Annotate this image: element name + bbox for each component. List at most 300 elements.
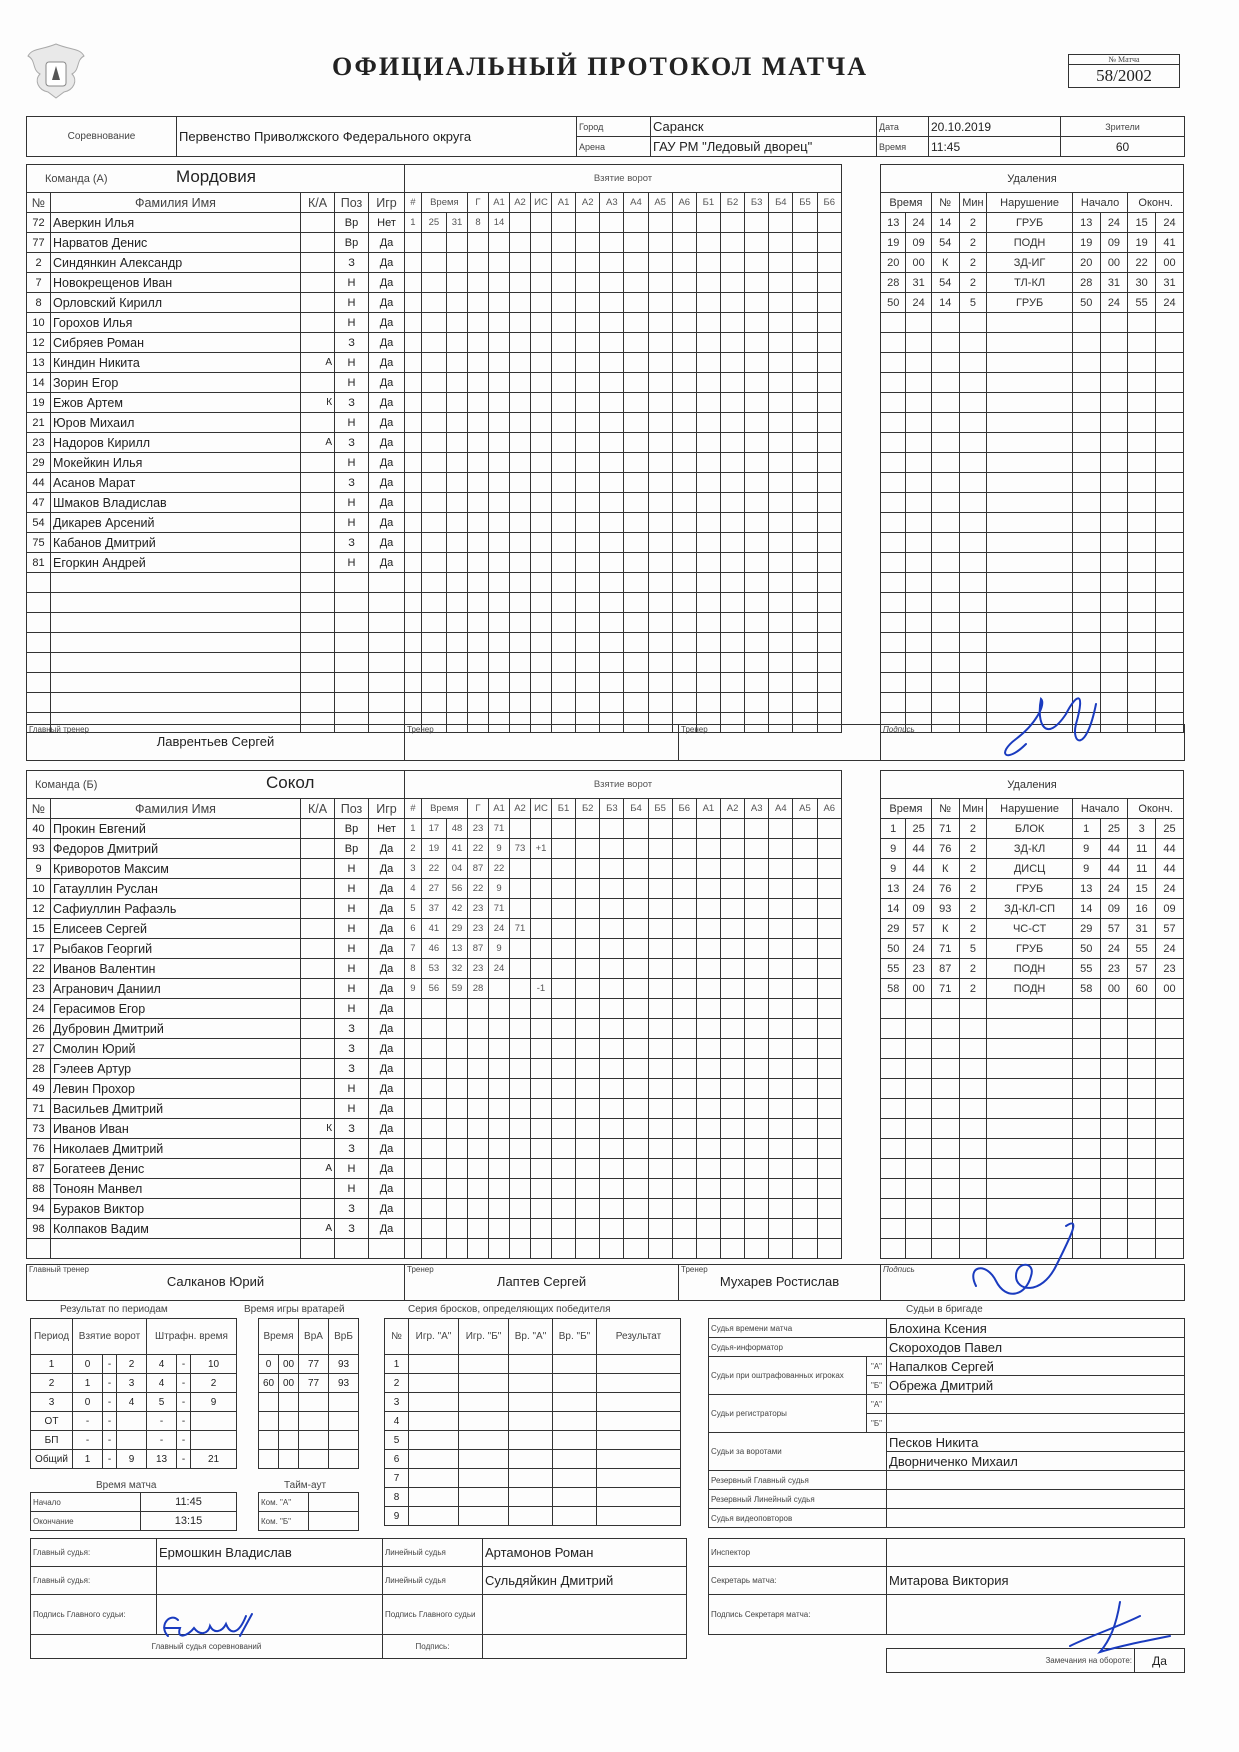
timekeeper-label: Судья времени матча	[709, 1319, 887, 1338]
on-ice-cell	[769, 939, 793, 959]
on-ice-cell	[769, 253, 793, 273]
on-ice-cell	[817, 253, 841, 273]
on-ice-cell	[624, 353, 648, 373]
main-ref-1: Ермошкин Владислав	[157, 1539, 383, 1567]
pen-second: 00	[906, 253, 931, 273]
empty-cell	[531, 433, 552, 453]
goal-col-on-ice: А5	[793, 799, 817, 819]
roster-col-ka: К/А	[301, 193, 335, 213]
period-name: ОТ	[31, 1412, 73, 1431]
empty-cell	[1156, 593, 1184, 613]
empty-cell	[987, 513, 1073, 533]
on-ice-cell	[793, 1219, 817, 1239]
on-ice-cell	[600, 1059, 624, 1079]
on-ice-cell	[793, 939, 817, 959]
pen-violation: ДИСЦ	[987, 859, 1073, 879]
on-ice-cell	[696, 433, 720, 453]
on-ice-cell	[696, 653, 720, 673]
on-ice-cell	[817, 533, 841, 553]
on-ice-cell	[745, 253, 769, 273]
empty-cell	[510, 433, 531, 453]
empty-cell	[531, 653, 552, 673]
empty-cell	[531, 1059, 552, 1079]
empty-cell	[531, 999, 552, 1019]
penalty-row	[881, 273, 1184, 293]
on-ice-cell	[696, 213, 720, 233]
pen-player: 87	[931, 959, 959, 979]
on-ice-cell	[817, 1099, 841, 1119]
goal-minute: 37	[421, 899, 446, 919]
empty-cell	[421, 653, 446, 673]
empty-cell	[959, 393, 987, 413]
empty-cell	[468, 593, 489, 613]
empty-cell	[489, 493, 510, 513]
penalties-header: Удаления	[881, 165, 1184, 193]
on-ice-cell	[817, 353, 841, 373]
empty-cell	[906, 1179, 931, 1199]
on-ice-cell	[624, 1079, 648, 1099]
on-ice-cell	[648, 1099, 672, 1119]
player-number: 93	[27, 839, 51, 859]
team-a-head-coach-label: Главный тренер	[29, 725, 89, 734]
on-ice-cell	[672, 1099, 696, 1119]
penalty-row	[881, 413, 1184, 433]
pen-start-min: 28	[1072, 273, 1100, 293]
period-goals-b	[117, 1412, 147, 1431]
player-name: Нарватов Денис	[51, 233, 301, 253]
empty-cell	[531, 633, 552, 653]
on-ice-cell	[696, 999, 720, 1019]
shootout-row	[385, 1412, 681, 1431]
pen-second: 31	[906, 273, 931, 293]
on-ice-cell	[600, 859, 624, 879]
pen-minutes: 5	[959, 939, 987, 959]
empty-cell	[489, 673, 510, 693]
on-ice-cell	[696, 1059, 720, 1079]
on-ice-cell	[648, 333, 672, 353]
goal-assist-2	[510, 879, 531, 899]
roster-row	[27, 373, 405, 393]
goal-row	[405, 1179, 842, 1199]
player-name: Аверкин Илья	[51, 213, 301, 233]
period-pim-b: 2	[191, 1374, 237, 1393]
empty-cell	[906, 1059, 931, 1079]
empty-cell	[468, 513, 489, 533]
goals-col-label: Взятие ворот	[73, 1319, 147, 1355]
player-number: 72	[27, 213, 51, 233]
empty-cell	[906, 1239, 931, 1259]
penbox-label: Судьи при оштрафованных игроках	[709, 1357, 867, 1395]
pen-col-time: Время	[881, 799, 932, 819]
goal-assist-2	[510, 859, 531, 879]
player-ka	[301, 473, 335, 493]
player-number: 26	[27, 1019, 51, 1039]
empty-cell	[447, 1019, 468, 1039]
empty-cell	[531, 1119, 552, 1139]
player-position: Вр	[335, 839, 369, 859]
empty-cell	[531, 1019, 552, 1039]
empty-cell	[987, 999, 1073, 1019]
on-ice-cell	[600, 839, 624, 859]
empty-cell	[468, 573, 489, 593]
on-ice-cell	[817, 839, 841, 859]
on-ice-cell	[769, 313, 793, 333]
goal-row	[405, 613, 842, 633]
empty-cell	[279, 1393, 299, 1412]
empty-cell	[409, 1374, 459, 1393]
goal-judge-1: Песков Никита	[887, 1433, 1185, 1452]
on-ice-cell	[648, 1179, 672, 1199]
on-ice-cell	[648, 1159, 672, 1179]
on-ice-cell	[672, 999, 696, 1019]
goal-col-on-ice: Б6	[817, 193, 841, 213]
empty-cell	[405, 253, 422, 273]
roster-row	[27, 959, 405, 979]
goal-row	[405, 433, 842, 453]
on-ice-cell	[745, 313, 769, 333]
dash: -	[177, 1355, 191, 1374]
empty-cell	[1156, 1059, 1184, 1079]
pen-start-min: 9	[1072, 859, 1100, 879]
on-ice-cell	[817, 433, 841, 453]
period-goals-b: 3	[117, 1374, 147, 1393]
player-position: З	[335, 1119, 369, 1139]
goalie-time-title: Время игры вратарей	[244, 1304, 345, 1315]
on-ice-cell	[624, 273, 648, 293]
on-ice-cell	[793, 919, 817, 939]
empty-cell	[335, 1239, 369, 1259]
roster-col-pos: Поз	[335, 193, 369, 213]
empty-cell	[409, 1355, 459, 1374]
empty-cell	[421, 233, 446, 253]
player-position: З	[335, 1059, 369, 1079]
empty-cell	[1072, 573, 1100, 593]
empty-cell	[1072, 1159, 1100, 1179]
dash: -	[103, 1450, 117, 1469]
empty-cell	[447, 453, 468, 473]
on-ice-cell	[672, 633, 696, 653]
player-plays: Да	[369, 1159, 405, 1179]
goal-number: 1	[405, 213, 422, 233]
empty-cell	[987, 553, 1073, 573]
empty-cell	[510, 553, 531, 573]
team-b-head-coach: Салканов Юрий	[166, 1274, 265, 1289]
empty-cell	[510, 393, 531, 413]
penalty-row	[881, 333, 1184, 353]
goal-assist-2: 71	[510, 919, 531, 939]
shootout-title: Серия бросков, определяющих победителя	[408, 1304, 611, 1315]
roster-row	[27, 313, 405, 333]
empty-cell	[531, 493, 552, 513]
empty-cell	[531, 293, 552, 313]
player-plays: Да	[369, 493, 405, 513]
empty-cell	[447, 533, 468, 553]
on-ice-cell	[552, 213, 576, 233]
on-ice-cell	[720, 1039, 744, 1059]
goal-row	[405, 533, 842, 553]
on-ice-cell	[696, 839, 720, 859]
player-number: 12	[27, 899, 51, 919]
empty-cell	[405, 1059, 422, 1079]
shootout-row	[385, 1355, 681, 1374]
empty-cell	[369, 1239, 405, 1259]
on-ice-cell	[769, 979, 793, 999]
player-position: З	[335, 533, 369, 553]
roster-row	[27, 633, 405, 653]
player-position: Вр	[335, 233, 369, 253]
empty-cell	[489, 273, 510, 293]
on-ice-cell	[552, 1179, 576, 1199]
on-ice-cell	[793, 313, 817, 333]
on-ice-cell	[720, 373, 744, 393]
on-ice-cell	[769, 1239, 793, 1259]
on-ice-cell	[600, 413, 624, 433]
on-ice-cell	[600, 633, 624, 653]
on-ice-cell	[672, 533, 696, 553]
player-name: Прокин Евгений	[51, 819, 301, 839]
empty-cell	[421, 673, 446, 693]
player-name: Ежов Артем	[51, 393, 301, 413]
on-ice-cell	[600, 1239, 624, 1259]
player-number: 2	[27, 253, 51, 273]
team-b-roster	[26, 770, 405, 1259]
empty-cell	[27, 633, 51, 653]
pen-player: К	[931, 253, 959, 273]
pen-start-min: 13	[1072, 213, 1100, 233]
empty-cell	[906, 1139, 931, 1159]
empty-cell	[906, 333, 931, 353]
on-ice-cell	[624, 939, 648, 959]
player-number: 71	[27, 1099, 51, 1119]
on-ice-cell	[696, 513, 720, 533]
on-ice-cell	[648, 1019, 672, 1039]
player-position: З	[335, 433, 369, 453]
empty-cell	[531, 313, 552, 333]
penalty-row	[881, 1179, 1184, 1199]
player-plays: Да	[369, 1059, 405, 1079]
empty-cell	[421, 533, 446, 553]
goal-assist-2	[510, 959, 531, 979]
empty-cell	[1156, 673, 1184, 693]
on-ice-cell	[745, 1119, 769, 1139]
team-a-roster	[26, 164, 405, 733]
on-ice-cell	[745, 533, 769, 553]
on-ice-cell	[672, 1159, 696, 1179]
empty-cell	[931, 1039, 959, 1059]
empty-cell	[597, 1507, 681, 1526]
empty-cell	[405, 1099, 422, 1119]
line-ref-label-1: Линейный судья	[383, 1539, 483, 1567]
empty-cell	[1156, 493, 1184, 513]
roster-col-play: Игр	[369, 799, 405, 819]
shootout-number: 5	[385, 1431, 409, 1450]
empty-cell	[1100, 1019, 1128, 1039]
on-ice-cell	[624, 653, 648, 673]
empty-cell	[489, 533, 510, 553]
empty-cell	[279, 1412, 299, 1431]
player-name: Рыбаков Георгий	[51, 939, 301, 959]
empty-cell	[51, 593, 301, 613]
empty-cell	[510, 533, 531, 553]
on-ice-cell	[817, 593, 841, 613]
penalty-row	[881, 433, 1184, 453]
on-ice-cell	[769, 1159, 793, 1179]
empty-cell	[959, 1119, 987, 1139]
on-ice-cell	[745, 573, 769, 593]
on-ice-cell	[745, 413, 769, 433]
empty-cell	[335, 613, 369, 633]
empty-cell	[906, 573, 931, 593]
empty-cell	[959, 493, 987, 513]
on-ice-cell	[696, 493, 720, 513]
on-ice-cell	[696, 593, 720, 613]
goal-row	[405, 413, 842, 433]
on-ice-cell	[793, 353, 817, 373]
period-pim-b: 9	[191, 1393, 237, 1412]
empty-cell	[1072, 1079, 1100, 1099]
empty-cell	[1156, 1199, 1184, 1219]
empty-cell	[597, 1488, 681, 1507]
pen-col-no: №	[931, 799, 959, 819]
empty-cell	[597, 1450, 681, 1469]
empty-cell	[409, 1412, 459, 1431]
empty-cell	[468, 1119, 489, 1139]
roster-col-ka: К/А	[301, 799, 335, 819]
empty-cell	[1100, 1239, 1128, 1259]
empty-cell	[468, 1079, 489, 1099]
empty-cell	[881, 373, 906, 393]
player-position: Н	[335, 273, 369, 293]
empty-cell	[931, 1019, 959, 1039]
on-ice-cell	[600, 879, 624, 899]
empty-cell	[906, 999, 931, 1019]
pen-minute: 55	[881, 959, 906, 979]
pen-end-min: 31	[1128, 919, 1156, 939]
player-name: Орловский Кирилл	[51, 293, 301, 313]
on-ice-cell	[696, 1159, 720, 1179]
on-ice-cell	[576, 213, 600, 233]
empty-cell	[987, 473, 1073, 493]
goal-number: 8	[405, 959, 422, 979]
on-ice-cell	[745, 1019, 769, 1039]
page-title: ОФИЦИАЛЬНЫЙ ПРОТОКОЛ МАТЧА	[332, 52, 868, 81]
empty-cell	[1156, 433, 1184, 453]
empty-cell	[1128, 1099, 1156, 1119]
roster-row	[27, 693, 405, 713]
empty-cell	[51, 573, 301, 593]
empty-cell	[553, 1488, 597, 1507]
player-name: Криворотов Максим	[51, 859, 301, 879]
on-ice-cell	[576, 899, 600, 919]
shootout-vb-col: Вр. "Б"	[553, 1319, 597, 1355]
on-ice-cell	[793, 1079, 817, 1099]
period-goals-a: 0	[73, 1355, 103, 1374]
empty-cell	[447, 253, 468, 273]
on-ice-cell	[648, 879, 672, 899]
on-ice-cell	[552, 1239, 576, 1259]
on-ice-cell	[720, 1159, 744, 1179]
on-ice-cell	[769, 899, 793, 919]
on-ice-cell	[672, 593, 696, 613]
on-ice-cell	[745, 979, 769, 999]
dash: -	[103, 1412, 117, 1431]
empty-cell	[509, 1374, 553, 1393]
goals-header: Взятие ворот	[405, 771, 842, 799]
empty-cell	[1100, 333, 1128, 353]
empty-cell	[531, 353, 552, 373]
empty-cell	[881, 1059, 906, 1079]
on-ice-cell	[624, 473, 648, 493]
on-ice-cell	[696, 979, 720, 999]
date-label: Дата	[877, 117, 929, 137]
penalty-row	[881, 313, 1184, 333]
empty-cell	[1100, 473, 1128, 493]
on-ice-cell	[672, 253, 696, 273]
empty-cell	[409, 1393, 459, 1412]
on-ice-cell	[793, 453, 817, 473]
on-ice-cell	[600, 999, 624, 1019]
on-ice-cell	[576, 253, 600, 273]
on-ice-cell	[648, 273, 672, 293]
on-ice-cell	[624, 613, 648, 633]
goal-row	[405, 293, 842, 313]
empty-cell	[468, 433, 489, 453]
empty-cell	[489, 693, 510, 713]
empty-cell	[279, 1450, 299, 1469]
timeout-a-label: Ком. "А"	[259, 1493, 309, 1512]
period-row	[31, 1431, 237, 1450]
on-ice-cell	[648, 313, 672, 333]
empty-cell	[1128, 433, 1156, 453]
player-position: З	[335, 1039, 369, 1059]
player-name: Сибряев Роман	[51, 333, 301, 353]
player-name: Бураков Виктор	[51, 1199, 301, 1219]
secretary-label: Секретарь матча:	[709, 1567, 887, 1595]
on-ice-cell	[672, 1059, 696, 1079]
pen-end-min: 16	[1128, 899, 1156, 919]
pen-minutes: 2	[959, 919, 987, 939]
on-ice-cell	[769, 233, 793, 253]
player-ka: А	[301, 1159, 335, 1179]
player-name: Шмаков Владислав	[51, 493, 301, 513]
empty-cell	[421, 333, 446, 353]
empty-cell	[421, 473, 446, 493]
on-ice-cell	[720, 899, 744, 919]
empty-cell	[369, 573, 405, 593]
player-position: Н	[335, 1099, 369, 1119]
player-plays: Да	[369, 273, 405, 293]
on-ice-cell	[672, 373, 696, 393]
on-ice-cell	[576, 433, 600, 453]
goalie-time-t1: 60	[259, 1374, 279, 1393]
periods-title: Результат по периодам	[60, 1304, 168, 1315]
on-ice-cell	[576, 453, 600, 473]
empty-cell	[906, 1119, 931, 1139]
goal-scorer: 22	[468, 839, 489, 859]
pen-minute: 1	[881, 819, 906, 839]
on-ice-cell	[769, 293, 793, 313]
player-position: Н	[335, 353, 369, 373]
empty-cell	[881, 453, 906, 473]
empty-cell	[1128, 653, 1156, 673]
goalie-time-row	[259, 1450, 359, 1469]
empty-cell	[510, 313, 531, 333]
empty-cell	[447, 1139, 468, 1159]
on-ice-cell	[769, 413, 793, 433]
on-ice-cell	[769, 493, 793, 513]
shootout-row	[385, 1488, 681, 1507]
player-number: 21	[27, 413, 51, 433]
